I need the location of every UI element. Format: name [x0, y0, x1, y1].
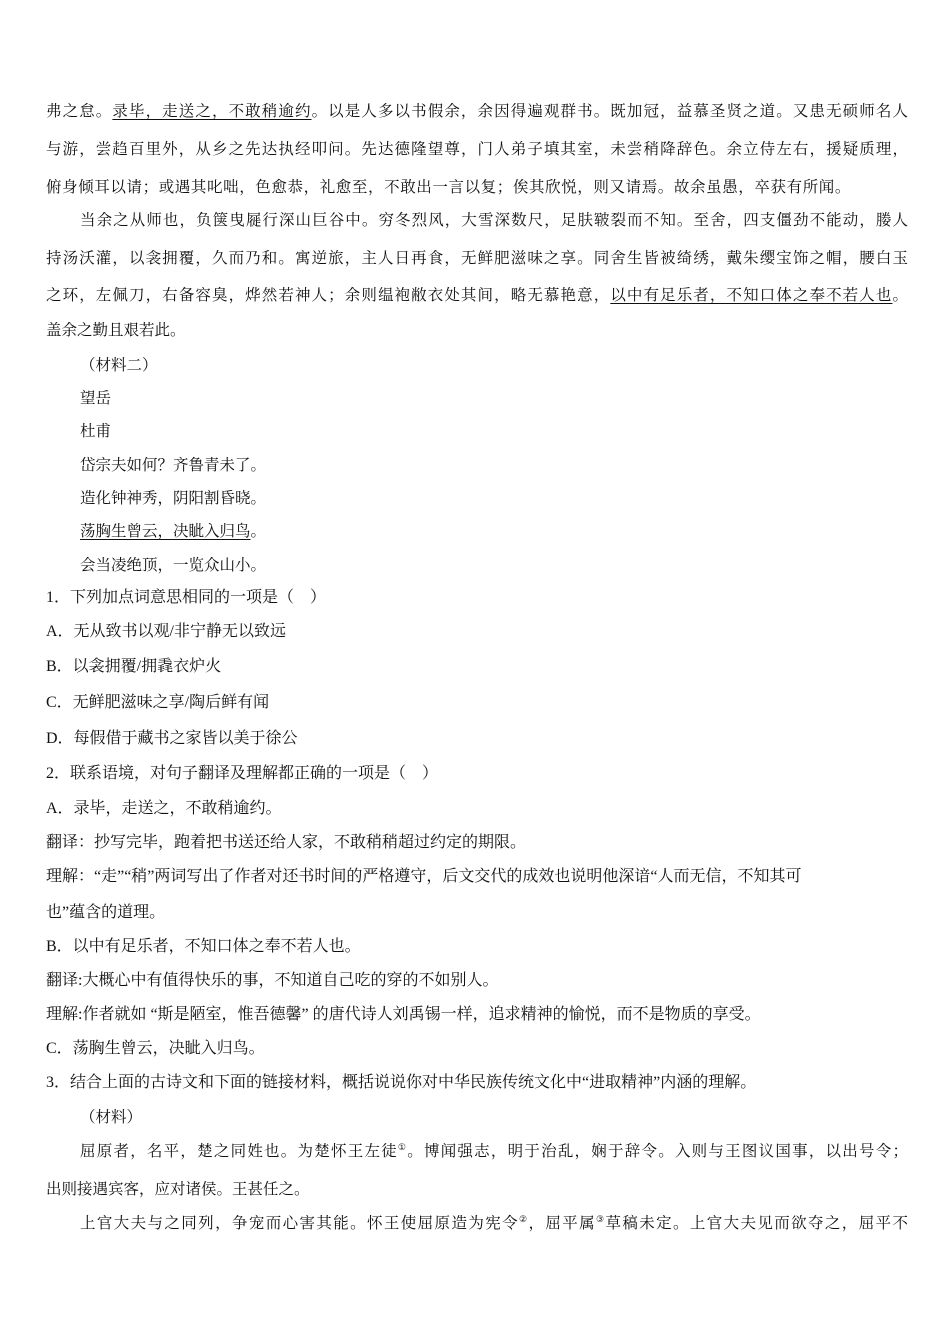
footnote-marker: ②	[518, 1214, 529, 1225]
text-span: 弗之怠。	[46, 102, 113, 120]
underlined-sentence: 以中有足乐者，不知口体之奉不若人也	[610, 286, 893, 304]
text-span: 。	[250, 522, 267, 540]
question-2-option-a-understanding-cont: 也”蕴含的道理。	[46, 904, 166, 921]
question-2-option-c: C．荡胸生曾云，决眦入归鸟。	[46, 1040, 265, 1057]
question-1-option-d: D．每假借于藏书之家皆以美于徐公	[46, 730, 298, 747]
question-2-option-a-understanding: 理解：“走”“稍”两词写出了作者对还书时间的严格遵守，后文交代的成效也说明他深谙“人而无信，不知其可	[46, 868, 802, 885]
question-3-material-label: （材料）	[80, 1108, 143, 1126]
material-paragraph-2	[80, 1213, 908, 1233]
question-1-option-c: C．无鲜肥滋味之享/陶后鲜有闻	[46, 694, 270, 711]
question-2-stem: 2．联系语境，对句子翻译及理解都正确的一项是（ ）	[46, 765, 439, 782]
text-span: 。	[892, 286, 908, 304]
poem-line-3	[80, 521, 266, 541]
question-2-option-b-translation: 翻译:大概心中有值得快乐的事，不知道自己吃的穿的不如别人。	[46, 972, 499, 989]
material2-label: （材料二）	[80, 356, 158, 374]
question-3-stem: 3．结合上面的古诗文和下面的链接材料，概括说说你对中华民族传统文化中“进取精神”内涵的理解。	[46, 1074, 757, 1091]
underlined-sentence: 荡胸生曾云，决眦入归鸟	[80, 522, 251, 540]
question-1-option-b: B．以衾拥覆/拥毳衣炉火	[46, 658, 222, 675]
poem-title: 望岳	[80, 389, 112, 407]
passage-line-1	[46, 101, 908, 121]
underlined-sentence: 录毕，走送之，不敢稍逾约	[112, 102, 312, 120]
text-span: 屈原者，名平，楚之同姓也。为楚怀王左徒	[80, 1142, 398, 1160]
text-span: 之环，左佩刀，右备容臭，烨然若神人；余则缊袍敝衣处其间，略无慕艳意，	[46, 286, 611, 304]
text-span: ，屈平属	[528, 1214, 596, 1232]
question-1-stem: 1．下列加点词意思相同的一项是（ ）	[46, 589, 327, 606]
footnote-marker: ①	[397, 1142, 408, 1153]
footnote-marker: ③	[595, 1214, 606, 1225]
passage-line-3: 俯身倾耳以请；或遇其叱咄，色愈恭，礼愈至，不敢出一言以复；俟其欣悦，则又请焉。故余虽愚，卒获有所闻。	[46, 178, 852, 196]
material-paragraph-1-cont: 出则接遇宾客，应对诸侯。王甚任之。	[46, 1180, 310, 1198]
text-span: 。博闻强志，明于治乱，娴于辞令。入则与王图议国事，以出号令；	[407, 1142, 908, 1160]
passage-line-7: 盖余之勤且艰若此。	[46, 321, 186, 339]
question-2-option-b: B．以中有足乐者，不知口体之奉不若人也。	[46, 938, 361, 955]
text-span: 。以是人多以书假余，余因得遍观群书。既加冠，益慕圣贤之道。又患无硕师名人	[311, 102, 908, 120]
passage-line-6	[46, 285, 908, 305]
poem-line-4: 会当凌绝顶，一览众山小。	[80, 556, 267, 574]
passage-line-2: 与游，尝趋百里外，从乡之先达执经叩问。先达德隆望尊，门人弟子填其室，未尝稍降辞色。余立侍左右，援疑质理，	[46, 140, 908, 158]
poem-line-2: 造化钟神秀，阴阳割昏晓。	[80, 489, 267, 507]
material-paragraph-1	[80, 1141, 908, 1161]
text-span: 上官大夫与之同列，争宠而心害其能。怀王使屈原造为宪令	[80, 1214, 519, 1232]
passage-line-4: 当余之从师也，负箧曳屣行深山巨谷中。穷冬烈风，大雪深数尺，足肤皲裂而不知。至舍，四支僵劲不能动，媵人	[80, 211, 908, 229]
question-1-option-a: A．无从致书以观/非宁静无以致远	[46, 623, 287, 640]
text-span: 草稿未定。上官大夫见而欲夺之，屈平不	[605, 1214, 908, 1232]
poem-line-1: 岱宗夫如何？齐鲁青未了。	[80, 456, 267, 474]
question-2-option-b-understanding: 理解:作者就如 “斯是陋室，惟吾德馨” 的唐代诗人刘禹锡一样，追求精神的愉悦，而不是物质的享受。	[46, 1006, 761, 1023]
passage-line-5: 持汤沃灌，以衾拥覆，久而乃和。寓逆旅，主人日再食，无鲜肥滋味之享。同舍生皆被绮绣，戴朱缨宝饰之帽，腰白玉	[46, 249, 908, 267]
poem-author: 杜甫	[80, 422, 112, 440]
question-2-option-a-translation: 翻译：抄写完毕，跑着把书送还给人家，不敢稍稍超过约定的期限。	[46, 834, 527, 851]
question-2-option-a: A．录毕，走送之，不敢稍逾约。	[46, 800, 282, 817]
